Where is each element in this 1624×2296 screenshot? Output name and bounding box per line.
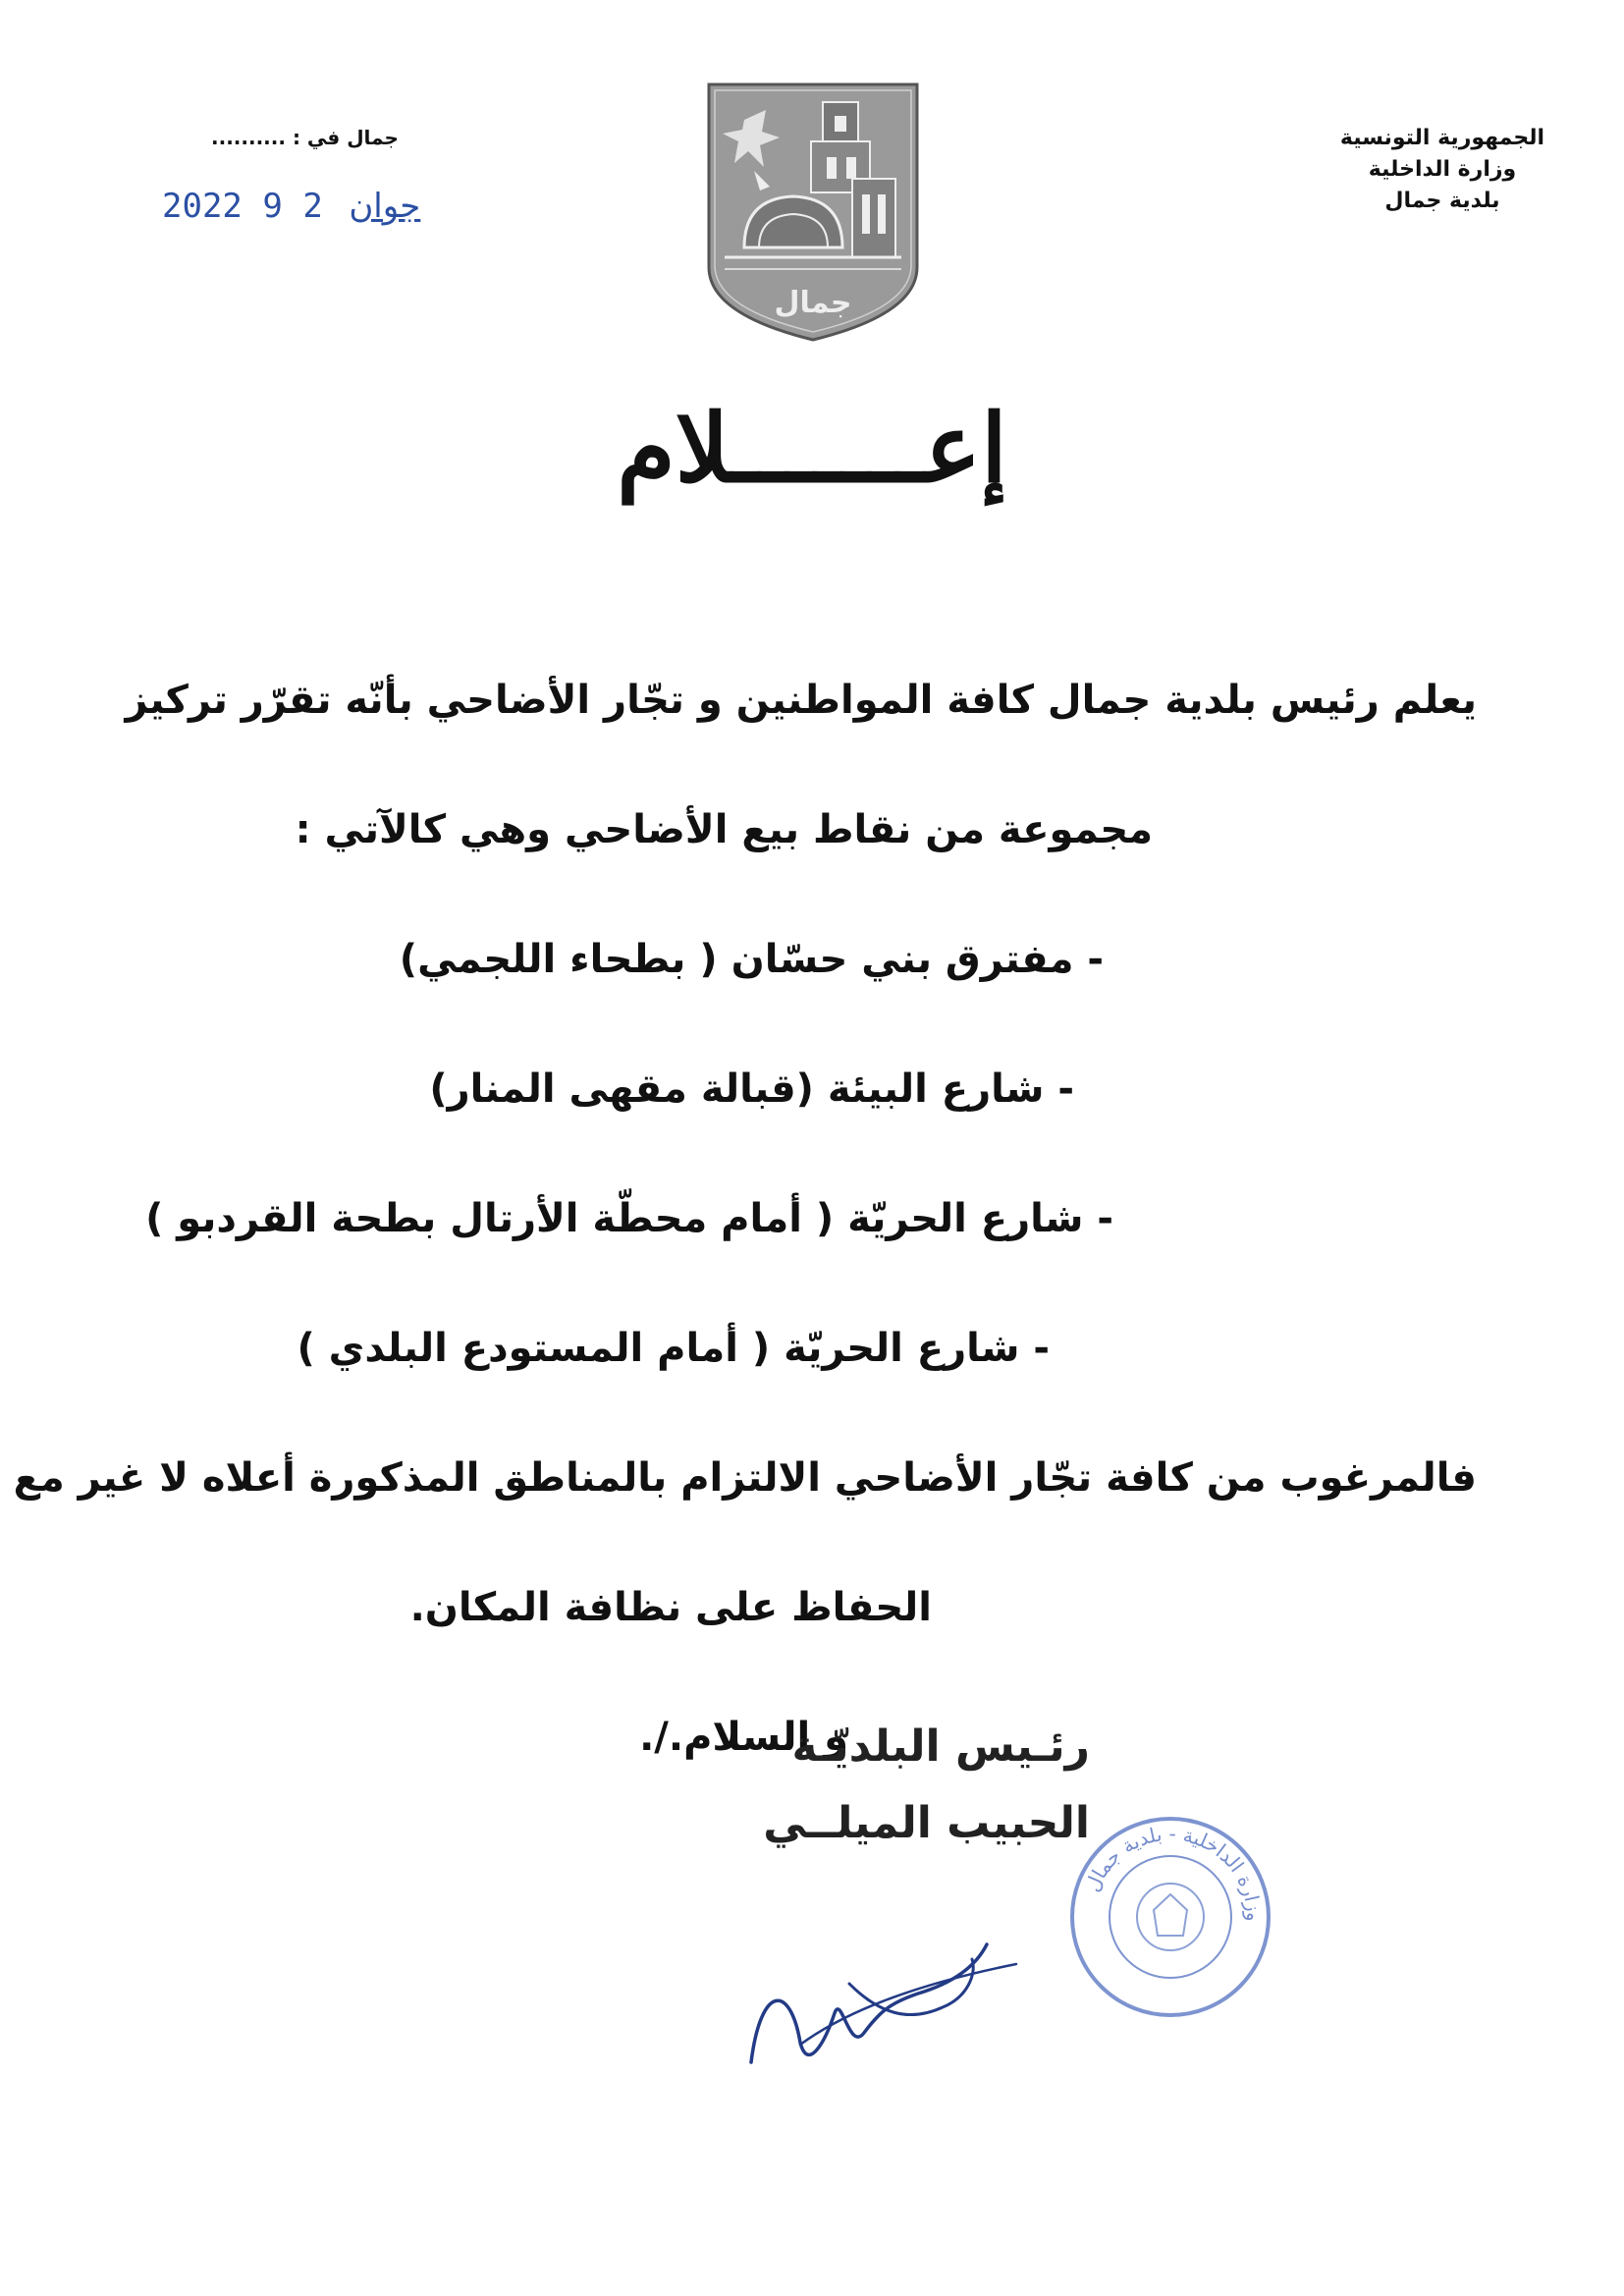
svg-text:وزارة الداخلية - بلدية جمال	[1080, 1822, 1266, 1922]
signatory-role: رئـيس البلديّـة	[791, 1722, 1090, 1772]
municipality-name: بلدية جمال	[1384, 189, 1500, 213]
date-stamp-year: 2022	[162, 187, 243, 226]
emblem-label: جمال	[774, 286, 852, 320]
date-stamp	[162, 187, 426, 226]
handwritten-signature	[731, 1925, 1105, 2082]
closing-salutation: و السلام./.	[639, 1715, 848, 1760]
paragraph-request: فالمرغوب من كافة تجّار الأضاحي الالتزام بالمناطق المذكورة أعلاه لا غير مع	[13, 1455, 1477, 1501]
paragraph-list-intro: مجموعة من نقاط بيع الأضاحي وهي كالآتي :	[295, 807, 1153, 852]
paragraph-intro: يعلم رئيس بلدية جمال كافة المواطنين و تجّار الأضاحي بأنّه تقرّر تركيز	[125, 678, 1477, 723]
list-item: - شارع الحريّة ( أمام المستودع البلدي )	[297, 1326, 1050, 1371]
place-date-label: جمال في : ..........	[211, 126, 399, 149]
country-name: الجمهورية التونسية	[1339, 126, 1545, 150]
list-item: - شارع الحريّة ( أمام محطّة الأرتال بطحة القردبو )	[145, 1196, 1113, 1241]
signature-block	[619, 1709, 1090, 1862]
ministry-name: وزارة الداخلية	[1368, 157, 1517, 182]
page-title: إعـــــــلام	[617, 393, 1007, 504]
signatory-name: الحبيب الميلــي	[763, 1798, 1090, 1848]
announcement-body	[13, 671, 1477, 1837]
date-stamp-day: 2 9	[262, 187, 323, 226]
municipal-emblem-icon	[705, 81, 921, 344]
list-item: - شارع البيئة (قبالة مقهى المنار)	[429, 1066, 1074, 1112]
list-item: - مفترق بني حسّان ( بطحاء اللجمي)	[399, 937, 1104, 982]
letterhead-right	[1320, 123, 1565, 217]
date-stamp-month: جوان	[349, 187, 421, 226]
seal-text: وزارة الداخلية - بلدية جمال	[1080, 1821, 1267, 1922]
paragraph-request-end: الحفاظ على نظافة المكان.	[409, 1585, 932, 1630]
